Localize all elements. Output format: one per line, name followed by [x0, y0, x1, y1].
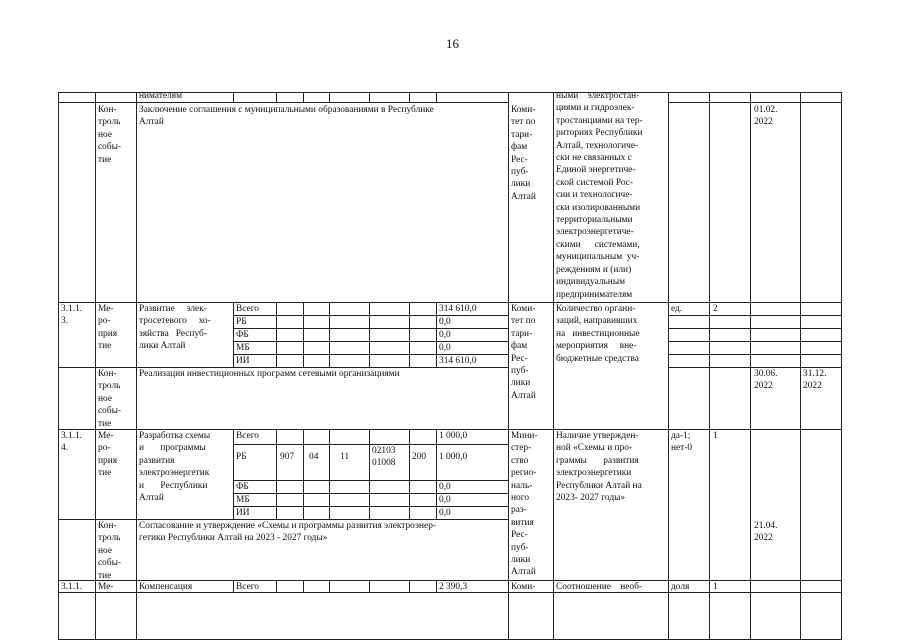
r2-sub-value: 0,0 — [439, 343, 451, 353]
r4-kbk-target: 02103 01008 — [372, 446, 396, 469]
r6-activity-name: Компенсация — [139, 582, 193, 592]
r2-sub-value: 0,0 — [439, 317, 451, 327]
r6-target: 1 — [713, 582, 718, 592]
r4-sub-label: ФБ — [236, 482, 249, 492]
r4-type: Ме- ро- прия тие — [98, 431, 118, 479]
r2-sub-value: 0,0 — [439, 330, 451, 340]
r4-sub-label: МБ — [236, 495, 250, 505]
r2-activity-name: Развитие элек- тросетевого хо- зяйства Респуб- лики Алтай — [139, 304, 211, 352]
r6-number: 3.1.1. — [61, 582, 83, 592]
r4-kbk-subsection: 11 — [340, 452, 350, 462]
r2-unit: ед. — [671, 304, 683, 314]
r1-type: Кон- троль ное собы- тие — [98, 105, 122, 165]
r4-target: 1 — [713, 431, 718, 441]
r0-continued-text: нимателям — [139, 92, 183, 101]
r2-target: 2 — [713, 304, 718, 314]
r4-activity-name: Разработка схемы и программы развития электроэнергетик и Республики Алтай — [139, 431, 211, 504]
r5-date: 21.04. 2022 — [754, 521, 778, 544]
r1-responsible: Коми- тет по тари- фам Рес- пуб- лики Алтай — [511, 105, 536, 202]
r2-sub-label: Всего — [236, 304, 259, 314]
r6-responsible: Коми- — [511, 582, 536, 592]
r4-sub-value: 0,0 — [439, 495, 451, 505]
page-number: 16 — [446, 36, 459, 51]
r4-unit: да-1; нет-0 — [671, 431, 693, 454]
r4-number: 3.1.1. 4. — [61, 431, 83, 454]
r4-responsible: Мини- стер- ство регио- наль- ного раз- вития Рес- пуб- лики Алтай — [511, 431, 538, 578]
r6-sub-value: 2 390,3 — [439, 582, 468, 592]
r5-event-name: Согласование и утверждение «Схемы и программы развития электроэнер- гетики Республики Алтай на 2023 - 2027 годы» — [139, 521, 437, 544]
r4-kbk-section: 04 — [309, 452, 319, 462]
r1-date: 01.02. 2022 — [754, 105, 778, 128]
r4-sub-value: 0,0 — [439, 508, 451, 518]
r3-event-name: Реализация инвестиционных программ сетевыми организациями — [139, 369, 400, 379]
r2-sub-value: 314 610,0 — [439, 304, 477, 314]
r1-event-name: Заключение соглашения с муниципальными образованиями в Республике Алтай — [139, 105, 434, 128]
r2-indicator: Количество органи- заций, направивших на инвестиционные мероприятия вне- бюджетные средства — [556, 304, 640, 364]
r0-indicator-text: ными электростан- циями и гидроэлек- тростанциями на тер- риториях Республики Алтай, технологиче- ски не связанных с Единой энергетиче- ской системой Рос- сии и технологиче- ски изолированными территориальными электроэнергетиче- скими системами, муниципальным уч- реждениям и (или) индивидуальным предпринимателям — [556, 92, 643, 300]
program-table — [58, 92, 842, 640]
r6-indicator: Соотношение необ- — [556, 582, 643, 592]
r2-type: Ме- ро- прия тие — [98, 304, 118, 352]
r4-sub-value: 1 000,0 — [439, 452, 468, 462]
r6-sub-label: Всего — [236, 582, 259, 592]
r2-sub-label: ИИ — [236, 356, 250, 366]
r2-number: 3.1.1. 3. — [61, 304, 83, 327]
r2-sub-label: ФБ — [236, 330, 249, 340]
r4-sub-value: 1 000,0 — [439, 431, 468, 441]
r4-sub-label: РБ — [236, 452, 247, 462]
r2-responsible: Коми- тет по тари- фам Рес- пуб- лики Алтай — [511, 304, 536, 401]
r6-unit: доля — [671, 582, 690, 592]
r4-sub-value: 0,0 — [439, 482, 451, 492]
r4-kbk-type: 200 — [412, 452, 427, 462]
r3-date-start: 30.06. 2022 — [754, 369, 778, 392]
r4-kbk-ministry: 907 — [280, 452, 295, 462]
r2-sub-label: МБ — [236, 343, 250, 353]
r5-type: Кон- троль ное собы- тие — [98, 521, 122, 581]
r6-type: Ме- — [98, 582, 114, 592]
r2-sub-value: 314 610,0 — [439, 356, 477, 366]
r3-type: Кон- троль ное собы- тие — [98, 369, 122, 429]
r2-sub-label: РБ — [236, 317, 247, 327]
r4-sub-label: Всего — [236, 431, 259, 441]
r4-sub-label: ИИ — [236, 508, 250, 518]
r4-indicator: Наличие утвержден- ной «Схемы и про- граммы развития электроэнергетики Республики Алтай на 2023- 2027 годы» — [556, 431, 642, 504]
r3-date-end: 31.12. 2022 — [803, 369, 827, 392]
